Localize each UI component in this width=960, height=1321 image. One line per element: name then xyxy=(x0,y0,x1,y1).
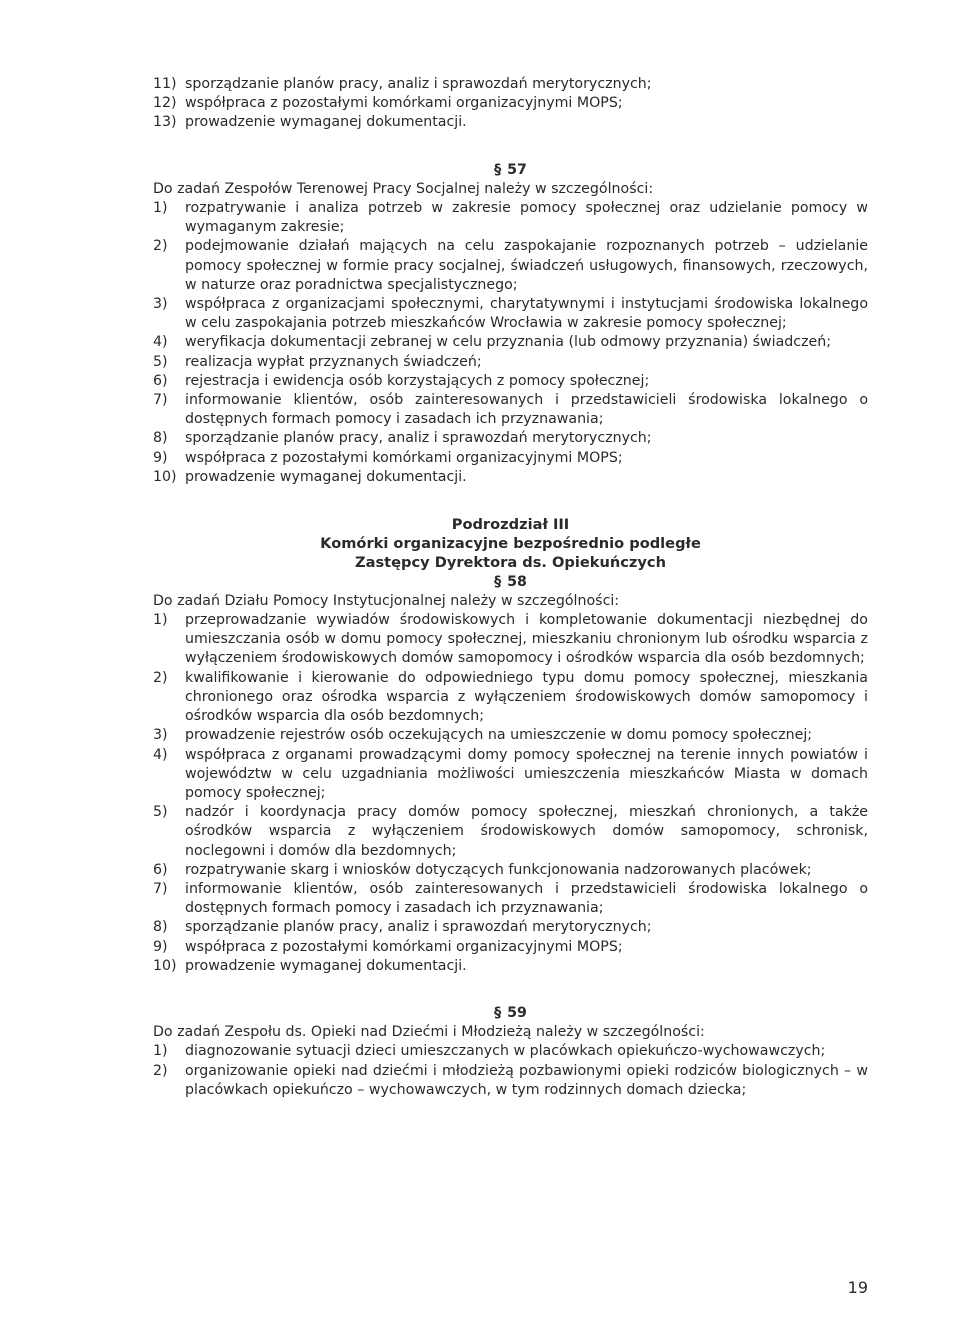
list-item xyxy=(153,391,868,429)
item-number: 9) xyxy=(153,938,168,955)
list-item xyxy=(153,468,868,487)
list-item xyxy=(153,1062,868,1100)
top-list xyxy=(153,75,868,133)
item-text: nadzór i koordynacja pracy domów pomocy społecznej, mieszkań chronionych, a także ośrodków wsparcia z wyłączeniem środowiskowych domów samopomocy, schronisk, noclegowni i domów dla bezdomnych; xyxy=(185,804,868,859)
list-item xyxy=(153,726,868,745)
list-item xyxy=(153,199,868,237)
list-item xyxy=(153,237,868,295)
item-number: 12) xyxy=(153,95,177,112)
item-number: 6) xyxy=(153,372,168,389)
paragraph-intro: Do zadań Zespołów Terenowej Pracy Socjalnej należy w szczególności: xyxy=(153,180,654,197)
paragraph-list xyxy=(153,199,868,487)
item-number: 7) xyxy=(153,880,168,897)
item-number: 5) xyxy=(153,804,168,821)
paragraph-intro: Do zadań Działu Pomocy Instytucjonalnej należy w szczególności: xyxy=(153,592,620,609)
item-text: informowanie klientów, osób zainteresowanych i przedstawicieli środowiska lokalnego o dostępnych formach pomocy i zasadach ich przyznawania; xyxy=(185,880,868,917)
item-number: 8) xyxy=(153,919,168,936)
item-number: 1) xyxy=(153,612,168,629)
item-number: 1) xyxy=(153,200,168,217)
list-item xyxy=(153,938,868,957)
item-number: 4) xyxy=(153,746,168,763)
item-number: 6) xyxy=(153,861,168,878)
paragraph-57 xyxy=(153,161,868,487)
item-text: prowadzenie wymaganej dokumentacji. xyxy=(185,114,467,131)
item-text: sporządzanie planów pracy, analiz i sprawozdań merytorycznych; xyxy=(185,430,652,447)
subsection-subtitle: Zastępcy Dyrektora ds. Opiekuńczych xyxy=(355,554,666,572)
list-item xyxy=(153,449,868,468)
list-item xyxy=(153,880,868,918)
paragraph-heading xyxy=(153,161,868,180)
item-text: prowadzenie wymaganej dokumentacji. xyxy=(185,468,467,485)
item-number: 10) xyxy=(153,957,177,974)
list-item xyxy=(153,918,868,937)
item-number: 4) xyxy=(153,334,168,351)
item-number: 8) xyxy=(153,430,168,447)
paragraph-number: 59 xyxy=(507,1004,527,1021)
list-item xyxy=(153,611,868,669)
paragraph-list xyxy=(153,1042,868,1100)
item-text: prowadzenie rejestrów osób oczekujących na umieszczenie w domu pomocy społecznej; xyxy=(185,727,813,744)
list-item xyxy=(153,75,868,94)
item-number: 2) xyxy=(153,1062,168,1079)
paragraph-59 xyxy=(153,1004,868,1100)
item-text: współpraca z pozostałymi komórkami organizacyjnymi MOPS; xyxy=(185,449,623,466)
item-text: sporządzanie planów pracy, analiz i sprawozdań merytorycznych; xyxy=(185,76,652,92)
item-text: przeprowadzanie wywiadów środowiskowych i kompletowanie dokumentacji niezbędnej do umieszczania osób w domu pomocy społecznej, mieszkaniu chronionym lub ośrodku wsparcia z wyłączeniem środowiskowych domów samopomocy i ośrodków wsparcia dla osób bezdomnych; xyxy=(185,612,868,667)
section-sign: § xyxy=(494,573,502,590)
list-item xyxy=(153,669,868,727)
paragraph-number: 58 xyxy=(507,573,527,590)
list-item xyxy=(153,746,868,804)
item-number: 7) xyxy=(153,392,168,409)
item-text: współpraca z organami prowadzącymi domy pomocy społecznej na terenie innych powiatów i województw w celu uzgadniania możliwości umieszczenia mieszkańców Miasta w domach pomocy społecznej; xyxy=(185,746,868,801)
item-text: współpraca z pozostałymi komórkami organizacyjnymi MOPS; xyxy=(185,95,623,112)
item-text: realizacja wypłat przyznanych świadczeń; xyxy=(185,353,482,370)
item-text: podejmowanie działań mających na celu zaspokajanie rozpoznanych potrzeb – udzielanie pomocy społecznej w formie pracy socjalnej, świadczeń usługowych, finansowych, rzeczowych, w naturze oraz poradnictwa specjalistycznego; xyxy=(185,238,868,293)
item-text: rozpatrywanie i analiza potrzeb w zakresie pomocy społecznej oraz udzielanie pomocy w wymaganym zakresie; xyxy=(185,200,868,236)
list-item xyxy=(153,1042,868,1061)
item-text: współpraca z pozostałymi komórkami organizacyjnymi MOPS; xyxy=(185,938,623,955)
item-text: współpraca z organizacjami społecznymi, charytatywnymi i instytucjami środowiska lokalnego w celu zaspokajania potrzeb mieszkańców Wrocławia w zakresie pomocy społecznej; xyxy=(185,296,868,332)
item-text: diagnozowanie sytuacji dzieci umieszczanych w placówkach opiekuńczo-wychowawczych; xyxy=(185,1043,826,1060)
item-text: informowanie klientów, osób zainteresowanych i przedstawicieli środowiska lokalnego o dostępnych formach pomocy i zasadach ich przyznawania; xyxy=(185,392,868,428)
item-text: prowadzenie wymaganej dokumentacji. xyxy=(185,957,467,974)
item-text: weryfikacja dokumentacji zebranej w celu przyznania (lub odmowy przyznania) świadczeń; xyxy=(185,334,832,351)
section-sign: § xyxy=(494,161,502,178)
item-number: 9) xyxy=(153,449,168,466)
item-number: 1) xyxy=(153,1043,168,1060)
section-sign: § xyxy=(494,1004,502,1021)
item-number: 13) xyxy=(153,114,177,131)
item-number: 3) xyxy=(153,727,168,744)
subsection-number: Podrozdział III xyxy=(451,516,570,534)
list-item xyxy=(153,333,868,352)
item-text: sporządzanie planów pracy, analiz i sprawozdań merytorycznych; xyxy=(185,919,652,936)
item-number: 2) xyxy=(153,238,168,255)
subsection-heading xyxy=(153,515,868,573)
item-number: 2) xyxy=(153,669,168,686)
paragraph-58 xyxy=(153,573,868,976)
list-item xyxy=(153,861,868,880)
item-number: 5) xyxy=(153,353,168,370)
list-item xyxy=(153,295,868,333)
item-text: organizowanie opieki nad dziećmi i młodzieżą pozbawionymi opieki rodziców biologicznych – w placówkach opiekuńczo – wychowawczych, w tym rodzinnych domach dziecka; xyxy=(185,1062,868,1098)
list-item xyxy=(153,94,868,113)
list-item xyxy=(153,113,868,132)
item-number: 10) xyxy=(153,468,177,485)
list-item xyxy=(153,429,868,448)
list-item xyxy=(153,353,868,372)
list-item xyxy=(153,803,868,861)
paragraph-heading xyxy=(153,1004,868,1023)
list-item xyxy=(153,957,868,976)
paragraph-list xyxy=(153,611,868,976)
item-text: rejestracja i ewidencja osób korzystających z pomocy społecznej; xyxy=(185,372,650,389)
item-number: 3) xyxy=(153,296,168,313)
item-text: rozpatrywanie skarg i wniosków dotyczących funkcjonowania nadzorowanych placówek; xyxy=(185,861,812,878)
subsection-title: Komórki organizacyjne bezpośrednio podległe xyxy=(320,535,701,553)
page-number: 19 xyxy=(847,1278,868,1297)
item-number: 11) xyxy=(153,76,177,92)
item-text: kwalifikowanie i kierowanie do odpowiedniego typu domu pomocy społecznej, mieszkania chronionego oraz ośrodka wsparcia z wyłączeniem środowiskowych domów samopomocy i ośrodków wsparcia dla osób bezdomnych; xyxy=(185,669,868,725)
paragraph-number: 57 xyxy=(507,161,527,178)
paragraph-heading xyxy=(153,573,868,592)
document-page xyxy=(153,75,868,1100)
list-item xyxy=(153,372,868,391)
paragraph-intro: Do zadań Zespołu ds. Opieki nad Dziećmi i Młodzieżą należy w szczególności: xyxy=(153,1024,705,1041)
